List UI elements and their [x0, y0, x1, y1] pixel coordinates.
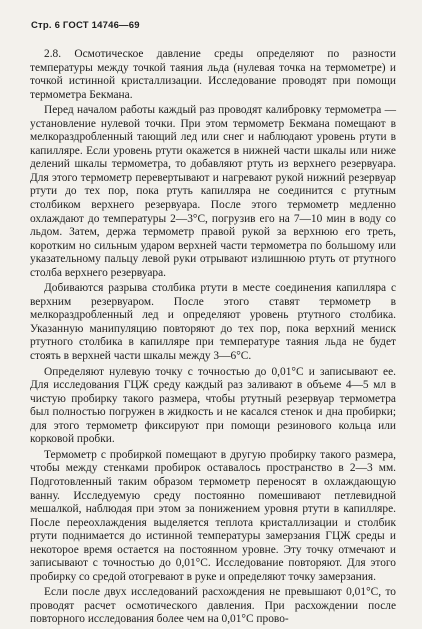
- paragraph: 2.8. Осмотическое давление среды определяют по разности температуры между точкой таяния льда (нулевая точка на термометре) и точкой истинной кристаллизации. Исследование проводят при помощи термометра Бекмана.: [30, 48, 396, 101]
- paragraph: Если после двух исследований расхождения не превышают 0,01°С, то проводят расчет осмотического давления. При расхождении после повторного исследования более чем на 0,01°С прово-: [30, 586, 396, 626]
- paragraph: Перед началом работы каждый раз проводят калибровку термометра — установление нулевой точки. При этом термометр Бекмана помещают в мелкораздробленный тающий лед или снег и наблюдают уровень ртути в капилляре. Если уровень ртути окажется в нижней части шкалы или ниже делений шкалы термометра, то добавляют ртуть из верхнего резервуара. Для этого термометр перевертывают и нагревают рукой нижний резервуар ртути до тех пор, пока ртуть капилляра не соединится с ртутным столбиком верхнего резервуара. После этого термометр медленно охлаждают до температуры 2—3°С, погрузив его на 7—10 мин в воду со льдом. Затем, держа термометр правой рукой за верхнюю его треть, коротким но сильным ударом верхней части термометра по большому или указательному пальцу левой руки отрывают излишнюю ртуть от ртутного столба верхнего резервуара.: [30, 104, 396, 279]
- paragraph: Определяют нулевую точку с точностью до 0,01°С и записывают ее. Для исследования ГЦЖ среду каждый раз заливают в объеме 4—5 мл в чистую пробирку такого размера, чтобы ртутный резервуар термометра был полностью погружен в жидкость и не касался стенок и дна пробирки; для этого термометр фиксируют при помощи резинового кольца или корковой пробки.: [30, 365, 396, 446]
- body-text: [30, 48, 396, 629]
- paragraph: Термометр с пробиркой помещают в другую пробирку такого размера, чтобы между стенками пробирок оставалось пространство в 2—3 мм. Подготовленный таким образом термометр переносят в охлаждающую ванну. Исследуемую среду постоянно помешивают петлевидной мешалкой, наблюдая при этом за понижением уровня ртути в капилляре. После переохлаждения выделяется теплота кристаллизации и столбик ртути поднимается до истинной температуры замерзания ГЦЖ среды и некоторое время остается на постоянном уровне. Эту точку отмечают и записывают с точностью до 0,01°С. Исследование повторяют. Для этого пробирку со средой отогревают в руке и определяют точку замерзания.: [30, 448, 396, 583]
- paragraph: Добиваются разрыва столбика ртути в месте соединения капилляра с верхним резервуаром. После этого ставят термометр в мелкораздробленный лед и определяют уровень ртутного столбика. Указанную манипуляцию повторяют до тех пор, пока верхний мениск ртутного столбика в капилляре при температуре таяния льда не будет стоять в верхней части шкалы между 3—6°С.: [30, 282, 396, 363]
- page-header: Стр. 6 ГОСТ 14746—69: [31, 20, 140, 31]
